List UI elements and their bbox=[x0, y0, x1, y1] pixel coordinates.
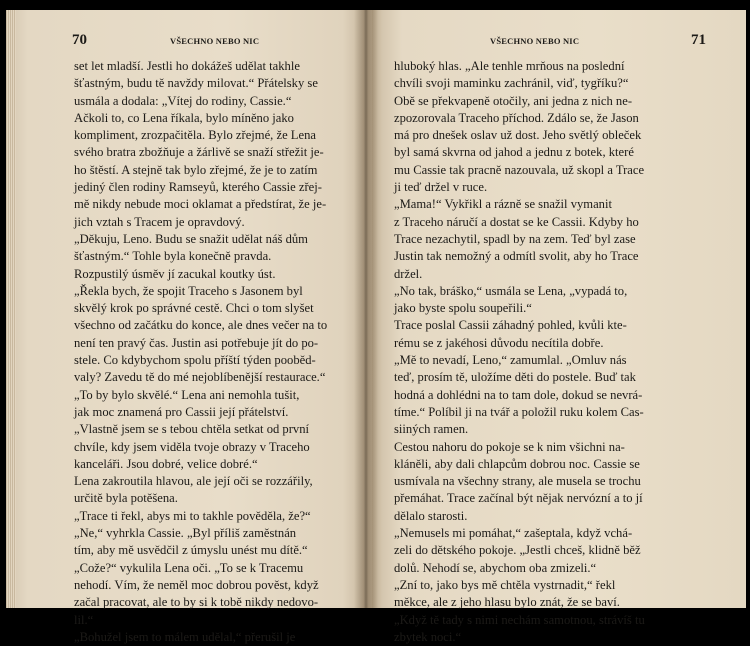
text-line: jich vztah s Tracem je opravdový. bbox=[74, 214, 245, 229]
text-line: kanceláři. Jsou dobré, velice dobré.“ bbox=[74, 456, 258, 471]
text-line: jak moc znamená pro Cassii její přátelství. bbox=[74, 404, 289, 419]
text-line: dolů. Nehodí se, abychom oba zmizeli.“ bbox=[394, 560, 597, 575]
text-line: „Mama!“ Vykřikl a rázně se snažil vymanit bbox=[394, 197, 612, 212]
running-head-left: VŠECHNO NEBO NIC bbox=[170, 36, 260, 46]
right-page bbox=[372, 10, 746, 644]
text-line: usmívala na všechny strany, ale musela se trochu bbox=[394, 474, 641, 489]
text-line: nehodí. Vím, že neměl moc dobrou pověst, když bbox=[74, 577, 319, 592]
text-line: mě nikdy nebude moci oklamat a předstírat, že je- bbox=[74, 197, 327, 212]
text-line: začal pracovat, ale to by si k tobě nikdy nedovo- bbox=[74, 595, 319, 610]
text-line: siiných ramen. bbox=[394, 422, 469, 437]
text-line: má pro dnešek oslav už dost. Jeho světlý obleček bbox=[394, 128, 642, 143]
text-line: „No tak, bráško,“ usmála se Lena, „vypadá to, bbox=[394, 283, 628, 298]
text-line: Trace nezachytil, spadl by na zem. Teď byl zase bbox=[394, 231, 636, 246]
text-line: valy? Zavedu tě do mé nejoblíbenější restaurace.“ bbox=[74, 370, 326, 385]
text-line: z Traceho náručí a dostat se ke Cassii. Kdyby ho bbox=[394, 214, 639, 229]
text-line: „Cože?“ vykulila Lena oči. „To se k Tracemu bbox=[74, 560, 304, 575]
text-line: set let mladší. Jestli ho dokážeš udělat takhle bbox=[74, 59, 300, 73]
text-line: kompliment, zrozpačitěla. Bylo zřejmé, že Lena bbox=[74, 128, 316, 143]
text-line: určitě byla potěšena. bbox=[74, 491, 178, 506]
text-line: stele. Co kdybychom spolu příští týden pooběd- bbox=[74, 353, 316, 368]
text-line: Trace poslal Cassii záhadný pohled, kvůli kte- bbox=[394, 318, 627, 333]
text-line: šťastným, budu tě navždy milovat.“ Přátelsky se bbox=[74, 76, 318, 91]
text-line: rému se z jakéhosi důvodu necítila dobře. bbox=[394, 335, 604, 350]
text-line: Ačkoli to, co Lena říkala, bylo míněno jako bbox=[74, 110, 294, 125]
text-line: hodná a dohlédni na to tam dole, dokud se nevrá- bbox=[394, 387, 643, 402]
text-line: ji teď držel v ruce. bbox=[394, 180, 488, 195]
text-line: „Vlastně jsem se s tebou chtěla setkat od první bbox=[74, 422, 310, 437]
text-line: „Mě to nevadí, Leno,“ zamumlal. „Omluv nás bbox=[394, 353, 627, 368]
left-page-text bbox=[74, 58, 366, 646]
text-line: šťastným.“ Tohle byla konečně pravda. bbox=[74, 249, 272, 264]
text-line: „Když tě tady s nimi nechám samotnou, strávíš tu bbox=[394, 612, 645, 627]
text-line: všechno od začátku do konce, ale dnes večer na to bbox=[74, 318, 328, 333]
text-line: tím, aby mě usvědčil z úmyslu unést mu dítě.“ bbox=[74, 543, 308, 558]
text-line: zbytek noci.“ bbox=[394, 629, 462, 644]
text-line: „Trace ti řekl, abys mi to takhle pověděla, že?“ bbox=[74, 508, 311, 523]
text-line: Rozpustilý úsměv jí zacukal koutky úst. bbox=[74, 266, 276, 281]
text-line: jako byste spolu soupeřili.“ bbox=[394, 301, 532, 316]
text-line: usmála a dodala: „Vítej do rodiny, Cassie.“ bbox=[74, 93, 292, 108]
text-line: ho štěstí. A stejně tak bylo zřejmé, že je to zatím bbox=[74, 162, 318, 177]
text-line: „Zní to, jako bys mě chtěla vystrnadit,“ řekl bbox=[394, 577, 616, 592]
text-line: chvíle, kdy jsem viděla tvoje obrazy v Traceho bbox=[74, 439, 310, 454]
text-line: tíme.“ Políbil ji na tvář a položil ruku kolem Cas- bbox=[394, 404, 644, 419]
text-line: držel. bbox=[394, 266, 423, 281]
text-line: „Děkuju, Leno. Budu se snažit udělat náš dům bbox=[74, 231, 308, 246]
text-line: byl samá skvrna od jahod a jednu z botek, které bbox=[394, 145, 634, 160]
page-number-right: 71 bbox=[691, 32, 706, 48]
text-line: skvělý krok po správné cestě. Chci o tom slyšet bbox=[74, 301, 314, 316]
text-line: hluboký hlas. „Ale tenhle mrňous na poslední bbox=[394, 59, 625, 73]
left-page bbox=[6, 10, 372, 644]
book-gutter bbox=[354, 10, 378, 608]
text-line: „To by bylo skvělé.“ Lena ani nemohla tušit, bbox=[74, 387, 300, 402]
text-line: „Řekla bych, že spojit Traceho s Jasonem byl bbox=[74, 283, 303, 298]
page-number-left: 70 bbox=[72, 32, 87, 48]
running-head-right: VŠECHNO NEBO NIC bbox=[490, 36, 580, 46]
text-line: dělalo starosti. bbox=[394, 508, 468, 523]
right-page-text bbox=[394, 58, 692, 646]
text-line: Lena zakroutila hlavou, ale její oči se rozzářily, bbox=[74, 474, 313, 489]
text-line: lil.“ bbox=[74, 612, 94, 627]
text-line: jediný člen rodiny Ramseyů, kterého Cassie zřej- bbox=[74, 180, 322, 195]
text-line: Obě se překvapeně otočily, ani jedna z nich ne- bbox=[394, 93, 633, 108]
text-line: přemáhat. Trace začínal být nějak nervózní a to jí bbox=[394, 491, 643, 506]
text-line: zpozorovala Traceho příchod. Zdálo se, že Jason bbox=[394, 110, 639, 125]
text-line: „Bohužel jsem to málem udělal,“ přerušil je bbox=[74, 629, 296, 644]
text-line: teď, prosím tě, uložíme děti do postele. Buď tak bbox=[394, 370, 636, 385]
text-line: kláněli, aby dali chlapcům dobrou noc. Cassie se bbox=[394, 456, 640, 471]
text-line: „Ne,“ vyhrkla Cassie. „Byl příliš zaměstnán bbox=[74, 526, 297, 541]
text-line: svého bratra zbožňuje a žárlivě se snaží střežit je- bbox=[74, 145, 324, 160]
text-line: měkce, ale z jeho hlasu bylo znát, že se baví. bbox=[394, 595, 620, 610]
text-line: chvíli svoji maminku zachránil, viď, tygříku?“ bbox=[394, 76, 629, 91]
page-edges bbox=[6, 10, 16, 608]
text-line: zeli do dětského pokoje. „Jestli chceš, klidně běž bbox=[394, 543, 641, 558]
text-line: Cestou nahoru do pokoje se k nim všichni na- bbox=[394, 439, 625, 454]
text-line: není ten pravý čas. Justin asi potřebuje jít do po- bbox=[74, 335, 319, 350]
text-line: Justin tak nemožný a odmítl svolit, aby ho Trace bbox=[394, 249, 639, 264]
text-line: mu Cassie tak pracně nazouvala, už skopl a Trace bbox=[394, 162, 645, 177]
text-line: „Nemusels mi pomáhat,“ zašeptala, když vchá- bbox=[394, 526, 633, 541]
